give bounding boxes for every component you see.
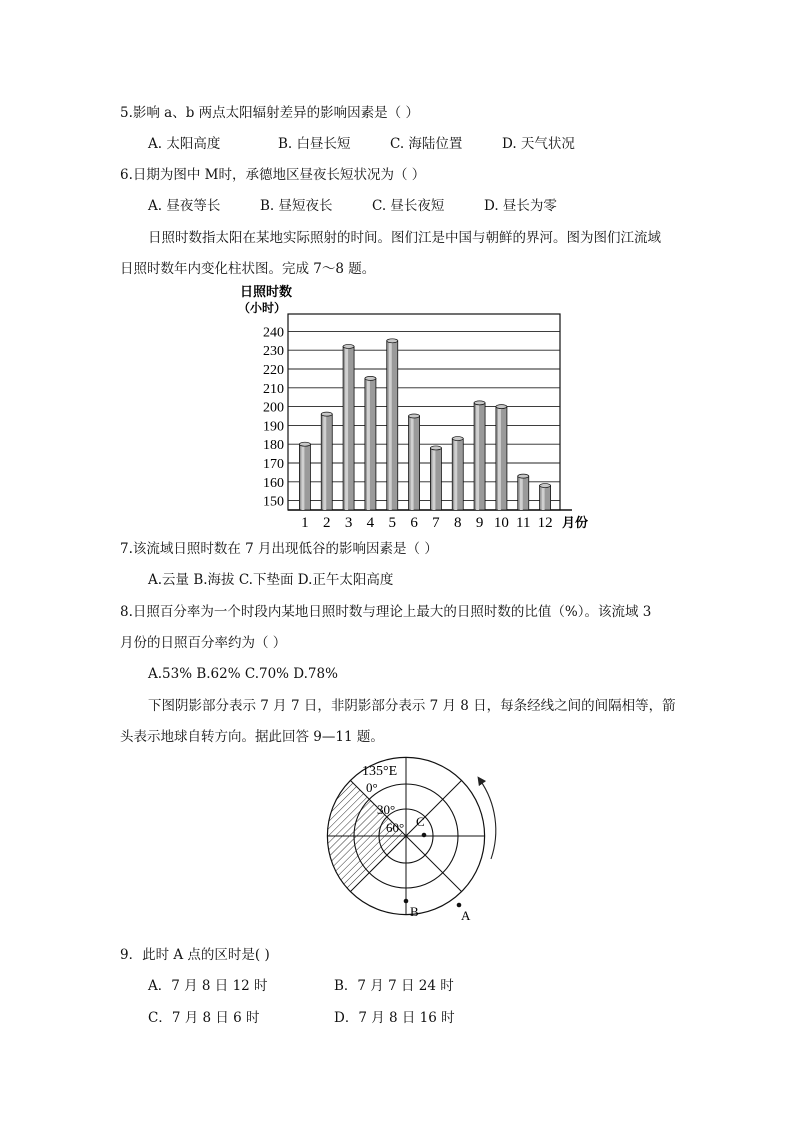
point-a-dot	[457, 903, 462, 908]
q9-option-a: A．7 月 8 日 12 时	[148, 978, 268, 994]
x-tick-label: 9	[475, 515, 484, 531]
y-axis-title: 日照时数	[240, 284, 293, 299]
x-tick-label: 6	[410, 515, 418, 531]
label-135e: 135°E	[362, 764, 398, 779]
bar-month-10	[496, 407, 507, 510]
bar-highlight	[345, 347, 348, 510]
intro-9-11-line2: 头表示地球自转方向。据此回答 9—11 题。	[120, 729, 384, 745]
bar-month-5	[387, 341, 398, 510]
bar-highlight	[542, 487, 545, 510]
y-tick-label: 150	[263, 494, 284, 510]
bar-month-8	[452, 439, 463, 510]
bar-month-11	[518, 476, 529, 510]
bar-month-6	[409, 416, 420, 510]
bar-top	[430, 446, 441, 450]
y-tick-label: 230	[263, 344, 284, 360]
polar-view-diagram	[320, 752, 500, 932]
intro-7-8-line1: 日照时数指太阳在某地实际照射的时间。图们江是中国与朝鲜的界河。图为图们江流域	[148, 230, 661, 246]
point-b-dot	[404, 899, 409, 904]
y-axis-unit: （小时）	[238, 301, 287, 315]
x-tick-label: 1	[301, 515, 309, 531]
point-c-dot	[422, 833, 427, 838]
label-point-b: B	[410, 904, 419, 919]
bar-top	[299, 442, 310, 446]
bar-top	[409, 414, 420, 418]
x-tick-label: 11	[516, 515, 531, 531]
q9-option-b: B．7 月 7 日 24 时	[334, 978, 454, 994]
bar-top	[474, 401, 485, 405]
x-tick-label: 4	[366, 515, 375, 531]
x-tick-label: 3	[344, 515, 353, 531]
intro-7-8-line2: 日照时数年内变化柱状图。完成 7～8 题。	[120, 261, 376, 277]
y-tick-label: 210	[263, 381, 284, 397]
x-tick-label: 10	[493, 515, 509, 531]
q8-stem-line1: 8.日照百分率为一个时段内某地日照时数与理论上最大的日照时数的比值（%）。该流域 3	[120, 604, 652, 620]
q6-option-b: B. 昼短夜长	[260, 198, 333, 214]
bar-top	[365, 376, 376, 380]
bar-top	[496, 405, 507, 409]
y-tick-label: 190	[263, 419, 284, 435]
x-tick-label: 7	[432, 515, 440, 531]
x-tick-label: 5	[388, 515, 396, 531]
q9-option-c: C．7 月 8 日 6 时	[148, 1010, 260, 1026]
bar-highlight	[498, 408, 501, 510]
y-tick-label: 240	[263, 325, 284, 341]
bar-top	[518, 474, 529, 478]
x-tick-label: 2	[323, 515, 331, 531]
y-tick-label: 160	[263, 475, 284, 491]
bar-top	[387, 339, 398, 343]
q6-option-a: A. 昼夜等长	[148, 198, 221, 214]
y-tick-label: 180	[263, 438, 284, 454]
bar-highlight	[367, 379, 370, 510]
bar-highlight	[389, 342, 392, 510]
intro-9-11-line1: 下图阴影部分表示 7 月 7 日，非阴影部分表示 7 月 8 日，每条经线之间的间隔相等，箭	[148, 698, 676, 714]
bar-highlight	[454, 440, 457, 510]
bar-highlight	[323, 415, 326, 510]
q6-option-c: C. 昼长夜短	[372, 198, 445, 214]
bar-highlight	[432, 449, 435, 510]
y-tick-label: 220	[263, 363, 284, 378]
q6-options	[148, 197, 557, 215]
bar-month-1	[299, 444, 310, 510]
q7-options: A.云量 B.海拔 C.下垫面 D.正午太阳高度	[148, 572, 394, 588]
bar-highlight	[520, 477, 523, 510]
label-lat-60: 60°	[386, 820, 405, 835]
bar-top	[452, 437, 463, 441]
x-tick-label: 8	[454, 515, 462, 531]
label-point-c: C	[416, 814, 425, 829]
bar-month-7	[430, 448, 441, 510]
q7-stem: 7.该流域日照时数在 7 月出现低谷的影响因素是（ ）	[120, 541, 438, 557]
q5-option-b: B. 白昼长短	[278, 136, 351, 152]
bar-month-3	[343, 346, 354, 510]
q9-stem: 9．此时 A 点的区时是( )	[120, 947, 270, 963]
q6-option-d: D. 昼长为零	[484, 198, 557, 214]
bar-month-9	[474, 403, 485, 510]
q5-stem: 5.影响 a、b 两点太阳辐射差异的影响因素是（ ）	[120, 105, 419, 121]
bar-highlight	[411, 417, 414, 510]
y-tick-label: 200	[263, 400, 284, 416]
x-tick-label: 12	[537, 515, 553, 531]
q5-options	[148, 135, 575, 153]
sunshine-hours-bar-chart	[230, 282, 620, 532]
q8-options: A.53% B.62% C.70% D.78%	[148, 666, 338, 682]
bar-highlight	[301, 445, 304, 510]
label-point-a: A	[461, 908, 471, 923]
q9-options-row1	[148, 977, 454, 995]
q6-stem: 6.日期为图中 M时，承德地区昼夜长短状况为（ ）	[120, 167, 426, 183]
q9-option-d: D．7 月 8 日 16 时	[334, 1010, 455, 1026]
bar-top	[540, 484, 551, 488]
bar-month-4	[365, 378, 376, 510]
q5-option-d: D. 天气状况	[502, 136, 575, 152]
q5-option-c: C. 海陆位置	[390, 136, 463, 152]
q5-option-a: A. 太阳高度	[148, 136, 221, 152]
bar-month-12	[540, 486, 551, 510]
bar-month-2	[321, 414, 332, 510]
q8-stem-line2: 月份的日照百分率约为（ ）	[120, 635, 287, 651]
hatched-area-lower	[327, 836, 406, 892]
label-lat-30: 30°	[377, 802, 396, 817]
x-axis-title: 月份	[562, 515, 589, 530]
bar-top	[321, 412, 332, 416]
y-tick-label: 170	[263, 457, 284, 472]
q9-options-row2	[148, 1009, 455, 1027]
label-lat-0: 0°	[366, 780, 378, 795]
bar-top	[343, 344, 354, 348]
bar-highlight	[476, 404, 479, 510]
